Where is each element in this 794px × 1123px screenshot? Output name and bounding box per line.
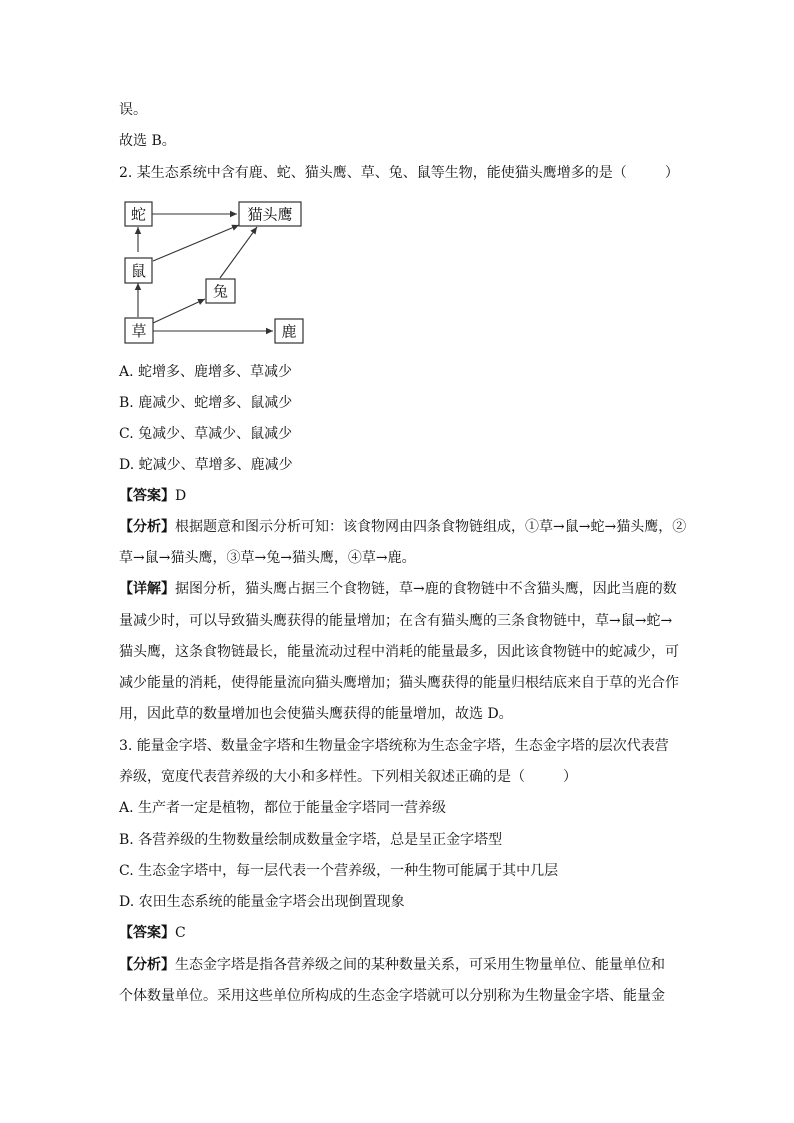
node-deer	[275, 319, 303, 343]
option-d: D. 农田生态系统的能量金字塔会出现倒置现象	[119, 894, 405, 910]
option-b: B. 鹿减少、蛇增多、鼠减少	[119, 395, 293, 411]
detail-text: 据图分析，猫头鹰占据三个食物链，草→鹿的食物链中不含猫头鹰，因此当鹿的数	[175, 581, 677, 597]
node-owl	[239, 202, 301, 226]
analysis-tag: 【分析】	[119, 957, 175, 973]
question-stem-text: 养级，宽度代表营养级的大小和多样性。下列相关叙述正确的是（	[119, 769, 525, 785]
food-web-diagram	[119, 195, 309, 347]
option-c: C. 兔减少、草减少、鼠减少	[119, 426, 293, 442]
node-grass	[125, 318, 153, 343]
question-stem-text: 2. 某生态系统中含有鹿、蛇、猫头鹰、草、兔、鼠等生物，能使猫头鹰增多的是（	[119, 165, 627, 181]
option-d: D. 蛇减少、草增多、鹿减少	[119, 457, 293, 473]
analysis-line	[119, 518, 686, 536]
analysis-line	[119, 956, 665, 974]
arrow-mouse-to-owl	[153, 225, 239, 261]
answer-tag: 【答案】	[119, 925, 175, 941]
analysis-tag: 【分析】	[119, 519, 175, 535]
node-deer-label: 鹿	[281, 322, 297, 341]
question-3-stem: 3. 能量金字塔、数量金字塔和生物量金字塔统称为生态金字塔，生态金字塔的层次代表营	[119, 738, 669, 754]
text-line: 故选 B。	[119, 133, 176, 149]
detail-line	[119, 580, 677, 598]
node-snake-label: 蛇	[130, 205, 147, 224]
answer-value: C	[175, 925, 186, 941]
arrow-rabbit-to-owl	[220, 227, 257, 278]
node-mouse-label: 鼠	[130, 262, 147, 280]
arrow-grass-to-rabbit	[153, 299, 205, 323]
node-rabbit-label: 兔	[212, 282, 229, 301]
option-b: B. 各营养级的生物数量绘制成数量金字塔，总是呈正金字塔型	[119, 832, 503, 848]
answer-tag: 【答案】	[119, 488, 175, 504]
text-line: 草→鼠→猫头鹰，③草→兔→猫头鹰，④草→鹿。	[119, 550, 416, 566]
detail-tag: 【详解】	[119, 581, 175, 597]
text-line: 误。	[119, 102, 147, 118]
option-a: A. 蛇增多、鹿增多、草减少	[119, 364, 293, 380]
option-a: A. 生产者一定是植物，都位于能量金字塔同一营养级	[119, 800, 447, 816]
analysis-text: 根据题意和图示分析可知：该食物网由四条食物链组成，①草→鼠→蛇→猫头鹰，②	[175, 519, 687, 535]
node-rabbit	[206, 279, 235, 303]
option-c: C. 生态金字塔中，每一层代表一个营养级，一种生物可能属于其中几层	[119, 863, 559, 879]
text-line: 用，因此草的数量增加也会使猫头鹰获得的能量增加，故选 D。	[119, 706, 513, 722]
text-line: 量减少时，可以导致猫头鹰获得的能量增加；在含有猫头鹰的三条食物链中，草→鼠→蛇→	[119, 613, 673, 629]
answer-line	[119, 924, 186, 942]
answer-value: D	[175, 488, 187, 504]
node-snake	[125, 202, 152, 226]
node-grass-label: 草	[131, 322, 147, 340]
text-line: 减少能量的消耗，使得能量流向猫头鹰增加；猫头鹰获得的能量归根结底来自于草的光合作	[119, 675, 679, 691]
analysis-text: 生态金字塔是指各营养级之间的某种数量关系，可采用生物量单位、能量单位和	[175, 957, 665, 973]
question-3-stem-cont	[119, 768, 577, 786]
answer-line	[119, 487, 186, 505]
node-mouse	[125, 258, 152, 283]
question-stem-bracket: ）	[563, 769, 577, 785]
question-2-stem	[119, 164, 679, 182]
text-line: 个体数量单位。采用这些单位所构成的生态金字塔就可以分别称为生物量金字塔、能量金	[119, 988, 665, 1004]
question-stem-bracket: ）	[664, 165, 679, 181]
node-owl-label: 猫头鹰	[247, 205, 293, 224]
text-line: 猫头鹰，这条食物链最长，能量流动过程中消耗的能量最多，因此该食物链中的蛇减少，可	[119, 644, 679, 660]
